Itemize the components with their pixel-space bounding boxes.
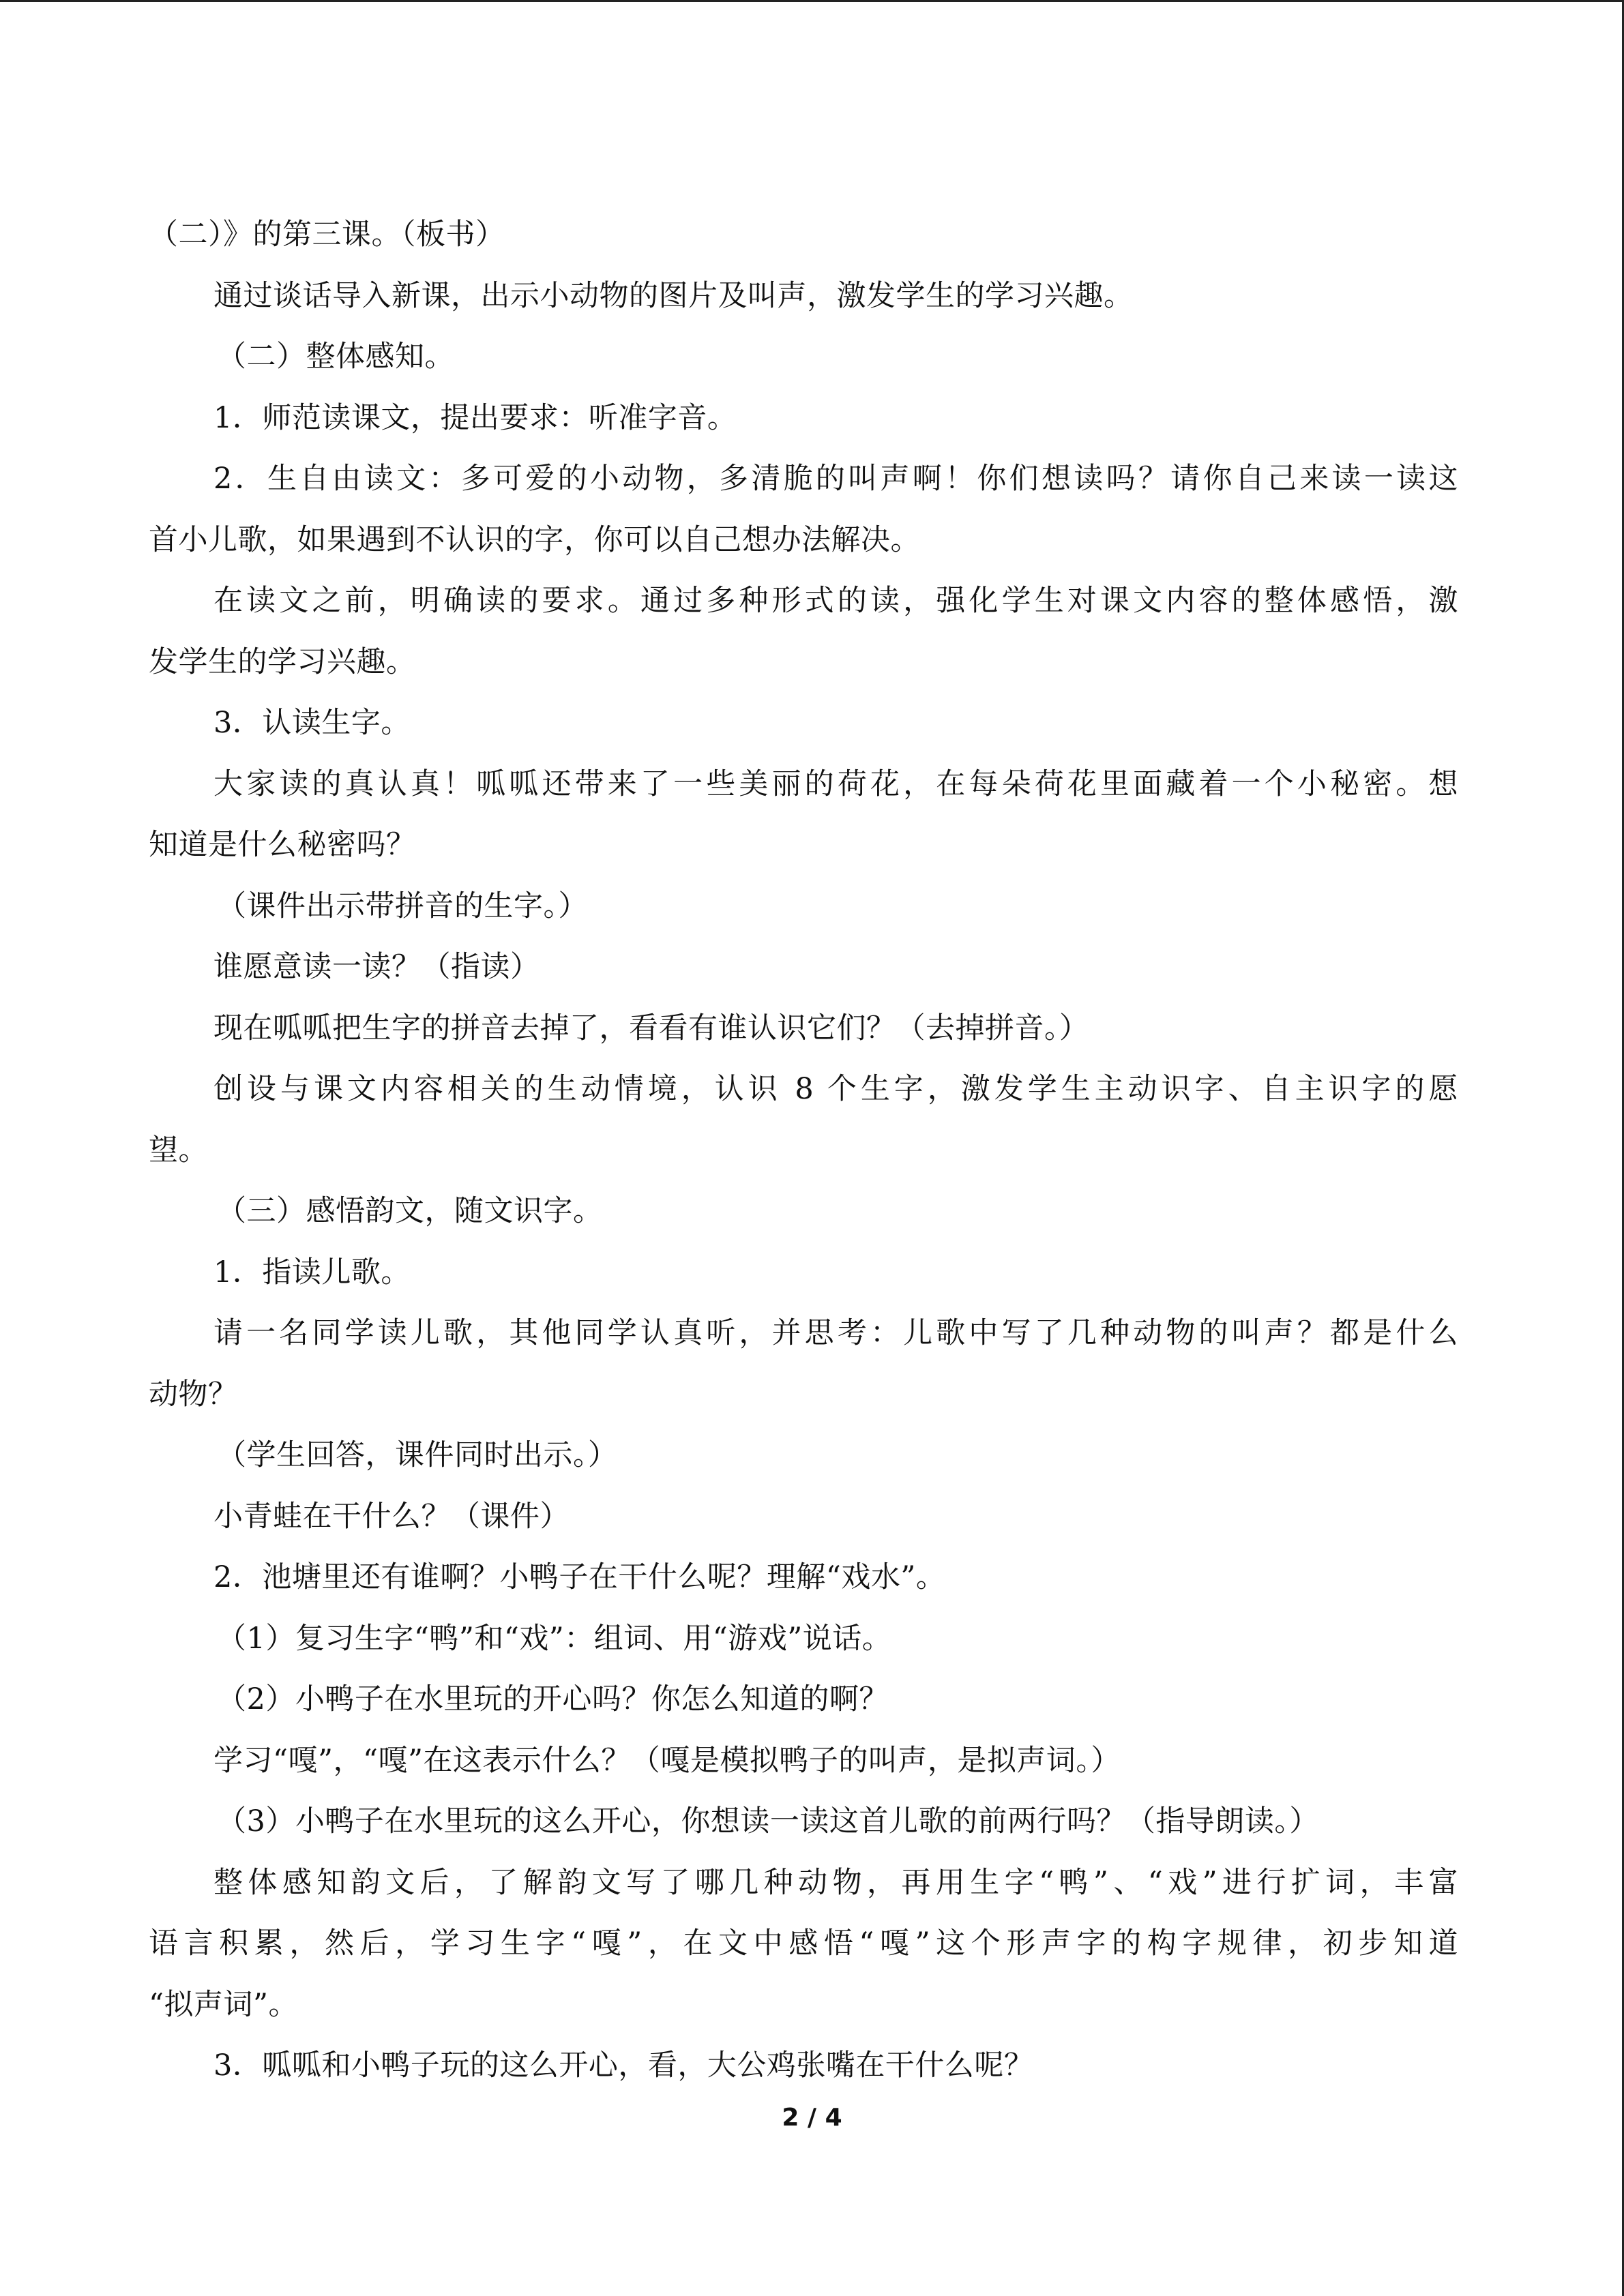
text-line: 首小儿歌，如果遇到不认识的字，你可以自己想办法解决。 [149, 522, 920, 557]
text-line: 2．池塘里还有谁啊？小鸭子在干什么呢？理解“戏水”。 [213, 1560, 946, 1594]
text-line: 在读文之前，明确读的要求。通过多种形式的读，强化学生对课文内容的整体感悟，激 [213, 584, 1458, 618]
text-line: 3．呱呱和小鸭子玩的这么开心，看，大公鸡张嘴在干什么呢？ [213, 2048, 1034, 2083]
text-line: 谁愿意读一读？（指读） [213, 950, 540, 984]
text-line: 发学生的学习兴趣。 [149, 644, 416, 679]
document-body [149, 205, 1458, 2097]
text-line: 整体感知韵文后，了解韵文写了哪几种动物，再用生字“鸭”、“戏”进行扩词，丰富 [213, 1865, 1458, 1900]
text-line: 1．指读儿歌。 [213, 1255, 411, 1289]
text-line: 3．认读生字。 [213, 706, 411, 740]
text-line: 语言积累，然后，学习生字“嘎”，在文中感悟“嘎”这个形声字的构字规律，初步知道 [149, 1926, 1458, 1960]
text-line: 知道是什么秘密吗？ [149, 828, 416, 862]
text-line: 学习“嘎”，“嘎”在这表示什么？（嘎是模拟鸭子的叫声，是拟声词。） [213, 1743, 1121, 1778]
text-line: 1．师范读课文，提出要求：听准字音。 [213, 400, 737, 435]
text-line: 望。 [149, 1133, 208, 1167]
text-line: （二）》的第三课。（板书） [149, 218, 505, 252]
section-heading: （二）整体感知。 [217, 340, 454, 374]
text-line: 大家读的真认真！呱呱还带来了一些美丽的荷花，在每朵荷花里面藏着一个小秘密。想 [213, 766, 1458, 801]
text-line: （课件出示带拼音的生字。） [217, 889, 588, 923]
text-line: 创设与课文内容相关的生动情境，认识 8 个生字，激发学生主动识字、自主识字的愿 [213, 1072, 1458, 1106]
text-line: （3）小鸭子在水里玩的这么开心，你想读一读这首儿歌的前两行吗？（指导朗读。） [217, 1804, 1319, 1838]
text-line: （2）小鸭子在水里玩的开心吗？你怎么知道的啊？ [217, 1682, 889, 1716]
text-line: （1）复习生字“鸭”和“戏”：组词、用“游戏”说话。 [217, 1621, 892, 1656]
text-line: 请一名同学读儿歌，其他同学认真听，并思考：儿歌中写了几种动物的叫声？都是什么 [213, 1316, 1458, 1350]
text-line: 动物？ [149, 1377, 238, 1412]
text-line: （学生回答，课件同时出示。） [217, 1438, 618, 1472]
text-line: 现在呱呱把生字的拼音去掉了，看看有谁认识它们？（去掉拼音。） [213, 1011, 1089, 1045]
text-line: 小青蛙在干什么？（课件） [213, 1499, 570, 1534]
section-heading: （三）感悟韵文，随文识字。 [217, 1194, 603, 1228]
text-line: 通过谈话导入新课，出示小动物的图片及叫声，激发学生的学习兴趣。 [213, 278, 1134, 313]
text-line: “拟声词”。 [149, 1987, 298, 2022]
page-number: 2 / 4 [782, 2104, 842, 2132]
text-line: 2．生自由读文：多可爱的小动物，多清脆的叫声啊！你们想读吗？请你自己来读一读这 [213, 462, 1458, 496]
